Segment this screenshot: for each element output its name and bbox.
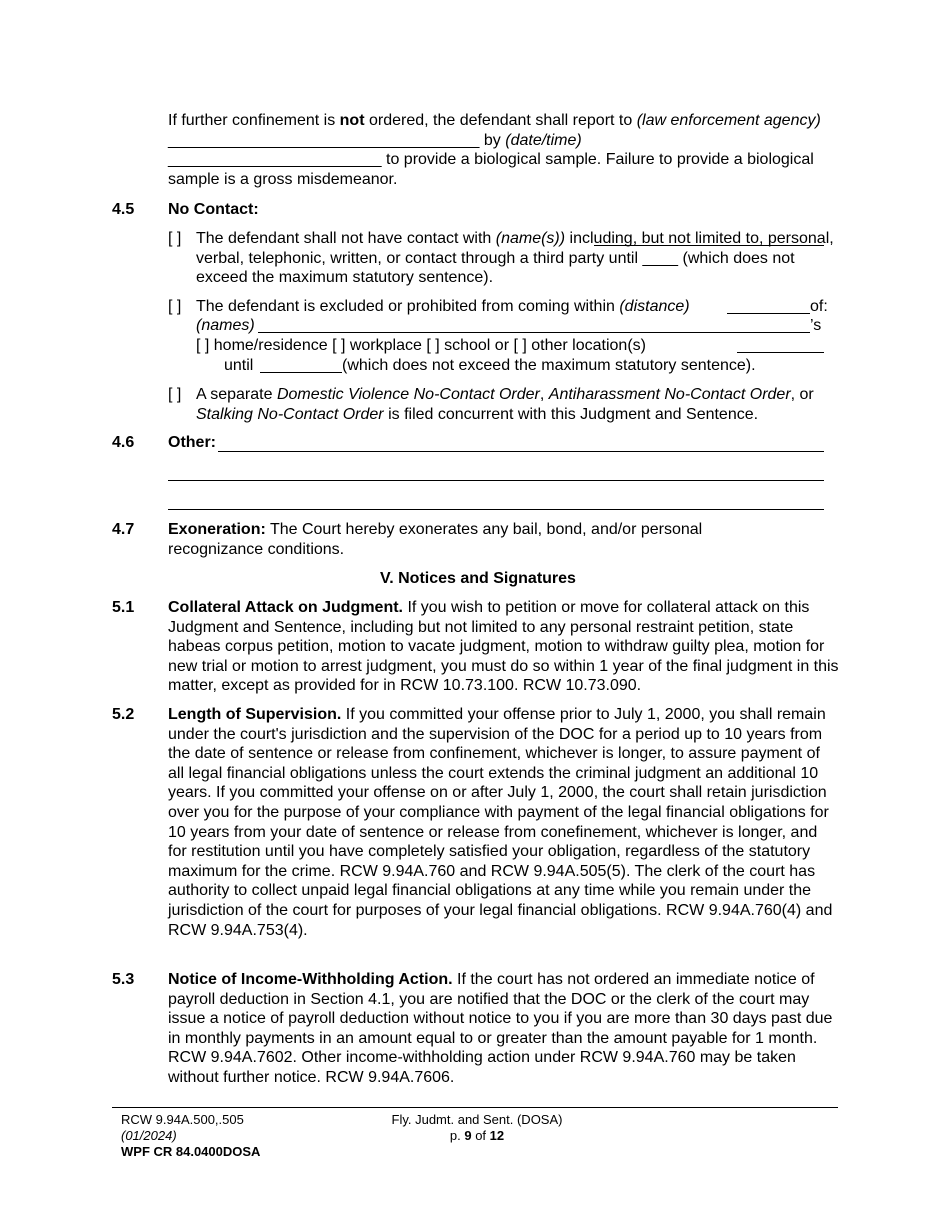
location-options[interactable]: [ ] home/residence [ ] workplace [ ] school or [ ] other location(s) [196,337,646,354]
section-title-other: Other: [168,434,216,451]
checkbox-no-contact-names[interactable]: [ ] [168,230,182,247]
checkbox-separate-order[interactable]: [ ] [168,386,182,403]
section-number: 4.5 [112,201,135,218]
agency-blank[interactable]: ___________________________________ [168,131,480,149]
section-number: 4.6 [112,434,135,451]
collateral-attack-paragraph: Collateral Attack on Judgment. If you wish to petition or move for collateral attack on this Judgment and Sentence, including but not limited to any personal restraint petition, state habeas corpus petition, motion to vacate judgment, motion to withdraw guilty plea, motion for new trial or motion to arrest judgment, you must do so within 1 year of the final judgment in this matter, except as provided for in RCW 10.73.100. RCW 10.73.090. [168,599,839,695]
possessive: ’s [810,317,822,334]
other-field-line-2[interactable] [168,480,824,481]
excluded-names-field[interactable] [258,332,810,333]
footer-form-id: WPF CR 84.0400DOSA [121,1144,261,1159]
footer-page: p. 9 of 12 [449,1128,505,1143]
other-location-field[interactable] [737,352,824,353]
exoneration-paragraph: Exoneration: The Court hereby exonerates any bail, bond, and/or personal recognizance conditions. [168,521,703,558]
footer-title: Fly. Judmt. and Sent. (DOSA) [391,1112,563,1127]
other-field-line-1[interactable] [218,451,824,452]
of-label: of: [810,298,828,315]
footer-divider [112,1107,838,1108]
until-date-field[interactable] [260,372,342,373]
distance-field[interactable] [727,313,810,314]
datetime-blank[interactable]: ________________________ [168,151,382,169]
section-v-title: V. Notices and Signatures [380,570,576,587]
section-number: 4.7 [112,521,135,538]
footer-date: (01/2024) [121,1128,177,1143]
section-number: 5.3 [112,971,135,988]
until-label: until [224,357,254,374]
footer-rcw: RCW 9.94A.500,.505 [121,1112,244,1127]
intro-paragraph: If further confinement is not ordered, the defendant shall report to (law enforcement agency) ___________________________________ by (date/time) ________________________ to provide a biological sample. Failure to provide a biological sample is a gross misdemeanor. [168,112,821,188]
no-contact-item-3: [ ] A separate Domestic Violence No-Contact Order, Antiharassment No-Contact Order, or Stalking No-Contact Order is filed concurrent with this Judgment and Sentence. [168,386,814,423]
no-contact-item-1: [ ] The defendant shall not have contact with (name(s)) including, but not limited to, personal, verbal, telephonic, written, or contact through a third party until ____ (which does not exceed the maximum statutory sentence). [168,230,834,287]
max-sentence-note: (which does not exceed the maximum statutory sentence). [342,357,756,374]
supervision-paragraph: Length of Supervision. If you committed your offense prior to July 1, 2000, you shall remain under the court's jurisdiction and the supervision of the DOC for a period up to 10 years from the date of sentence or release from confinement, whichever is longer, to assure payment of all legal financial obligations unless the court extends the criminal judgment an additional 10 years. If you committed your offense on or after July 1, 2000, the court shall retain jurisdiction over you for the purpose of your compliance with payment of the legal financial obligations for 10 years from your date of sentence or release from conefinement, whichever is longer, and for restitution until you have completely satisfied your obligation, regardless of the statutory maximum for the crime. RCW 9.94A.760 and RCW 9.94A.505(5). The clerk of the court has authority to collect unpaid legal financial obligations at any time while you remain under the jurisdiction of the court for purposes of your legal financial obligations. RCW 9.94A.760(4) and RCW 9.94A.753(4). [168,706,833,939]
income-withholding-paragraph: Notice of Income-Withholding Action. If the court has not ordered an immediate notice of payroll deduction in Section 4.1, you are notified that the DOC or the clerk of the court may issue a notice of payroll deduction without notice to you if you are more than 30 days past due in monthly payments in an amount equal to or greater than the amount payable for 1 month. RCW 9.94A.7602. Other income-withholding action under RCW 9.94A.760 may be taken without further notice. RCW 9.94A.7606. [168,971,833,1086]
checkbox-exclusion[interactable]: [ ] [168,298,182,315]
no-contact-item-2: [ ] The defendant is excluded or prohibited from coming within (distance) [168,298,690,315]
contact-names-field[interactable] [594,245,824,246]
section-number: 5.1 [112,599,135,616]
until-blank[interactable]: ____ [642,249,679,267]
other-field-line-3[interactable] [168,509,824,510]
section-number: 5.2 [112,706,135,723]
section-title-no-contact: No Contact: [168,201,259,218]
names-label: (names) [196,317,255,334]
